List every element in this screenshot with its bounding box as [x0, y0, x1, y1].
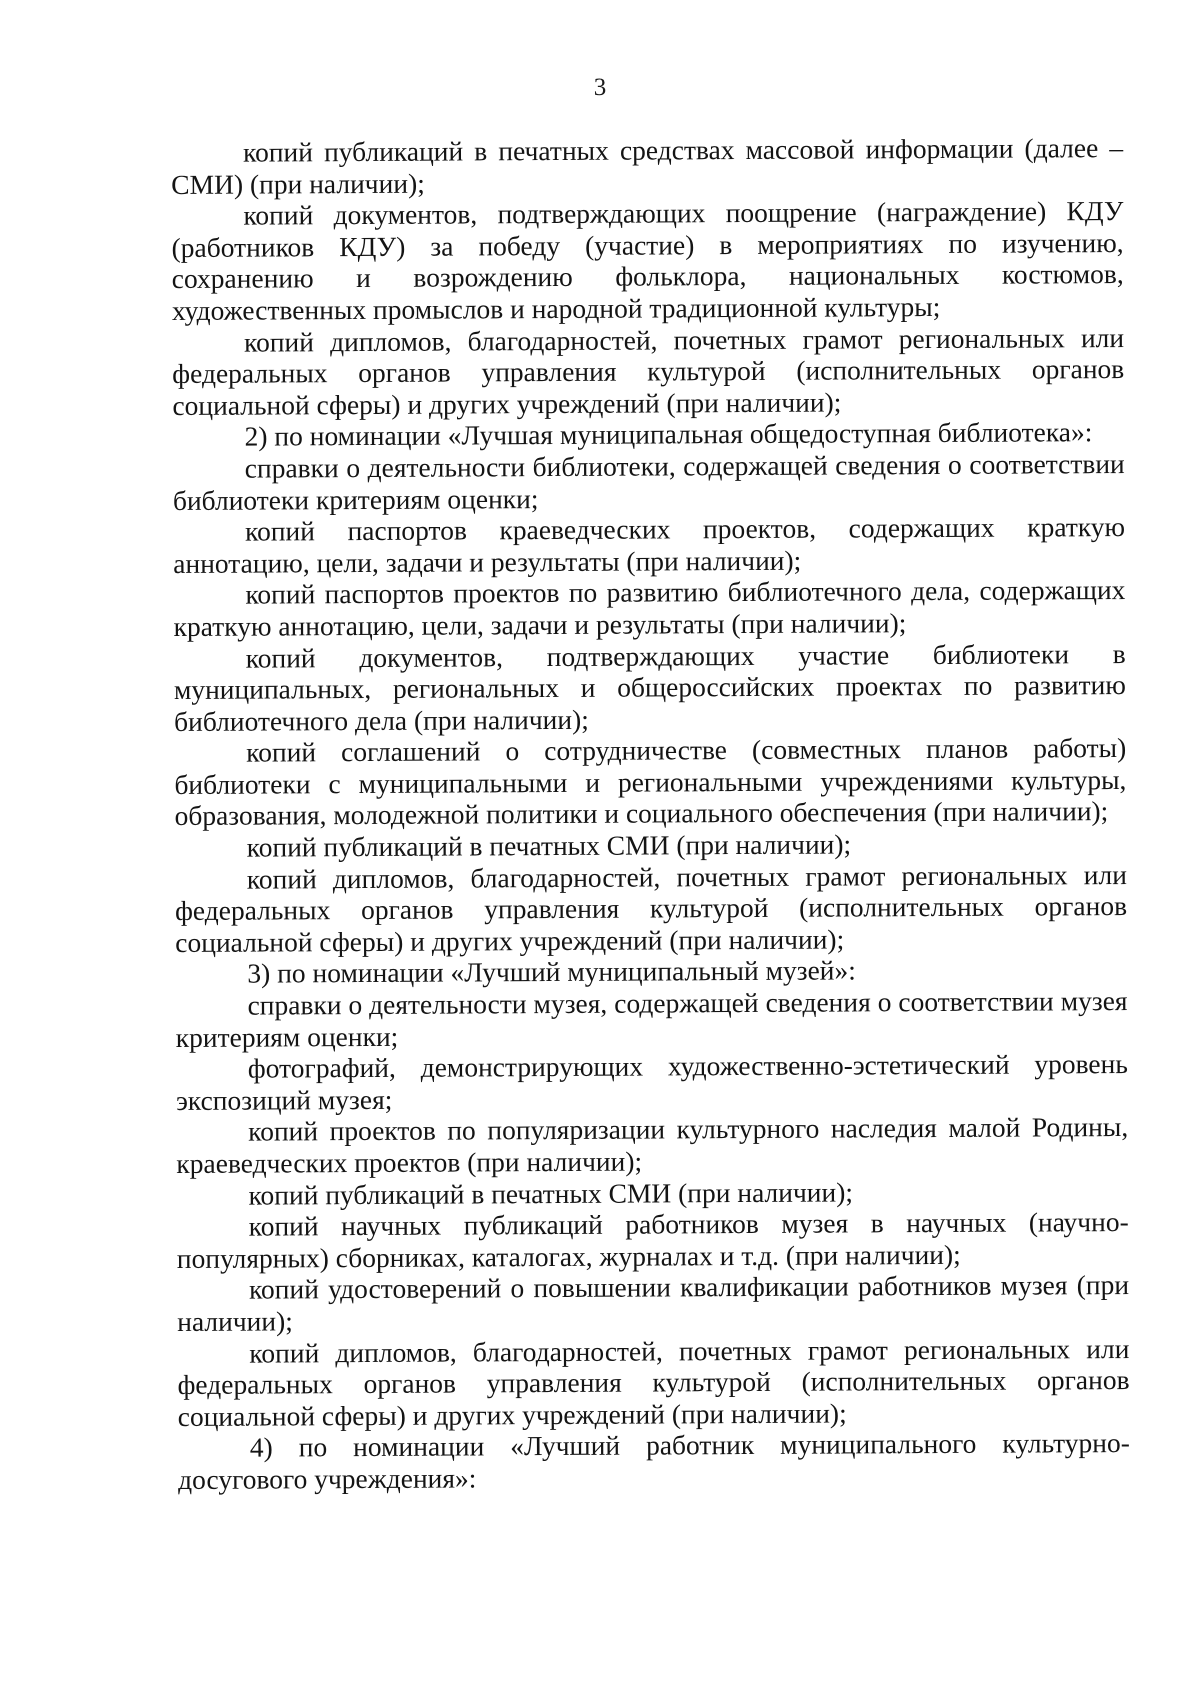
paragraph: копий публикаций в печатных СМИ (при наличии);: [248, 1176, 854, 1211]
page-number: 3: [593, 74, 607, 101]
paragraph: копий документов, подтверждающих участие библиотеки в муниципальных, региональных и общероссийских проектах по развитию библиотечного дела (при наличии);: [173, 637, 1126, 737]
paragraph: справки о деятельности библиотеки, содержащей сведения о соответствии библиотеки критериям оценки;: [172, 447, 1125, 516]
paragraph: копий публикаций в печатных СМИ (при наличии);: [246, 828, 852, 863]
paragraph: копий дипломов, благодарностей, почетных грамот региональных или федеральных органов управления культурой (исполнительных органов социальной сферы) и других учреждений (при наличии);: [172, 321, 1125, 421]
document-body: [171, 132, 1130, 1495]
paragraph: копий проектов по популяризации культурного наследия малой Родины, краеведческих проектов (при наличии);: [176, 1111, 1129, 1179]
section-heading: 4) по номинации «Лучший работник муниципального культурно-досугового учреждения»:: [177, 1427, 1130, 1495]
paragraph: копий соглашений о сотрудничестве (совместных планов работы) библиотеки с муниципальными и региональными учреждениями культуры, образования, молодежной политики и социального обеспечения (при наличии);: [174, 732, 1127, 832]
paragraph: копий публикаций в печатных средствах массовой информации (далее – СМИ) (при наличии);: [171, 132, 1124, 200]
paragraph: копий паспортов проектов по развитию библиотечного дела, содержащих краткую аннотацию, цели, задачи и результаты (при наличии);: [173, 574, 1126, 642]
paragraph: копий удостоверений о повышении квалификации работников музея (при наличии);: [177, 1269, 1130, 1337]
paragraph: копий дипломов, благодарностей, почетных грамот региональных или федеральных органов управления культурой (исполнительных органов социальной сферы) и других учреждений (при наличии);: [177, 1332, 1130, 1432]
section-heading: 3) по номинации «Лучший муниципальный музей»:: [247, 954, 856, 990]
paragraph: копий научных публикаций работников музея в научных (научно-популярных) сборниках, каталогах, журналах и т.д. (при наличии);: [176, 1206, 1129, 1274]
paragraph: копий дипломов, благодарностей, почетных грамот региональных или федеральных органов управления культурой (исполнительных органов социальной сферы) и других учреждений (при наличии);: [174, 858, 1128, 958]
section-heading: 2) по номинации «Лучшая муниципальная общедоступная библиотека»:: [244, 416, 1093, 452]
paragraph: справки о деятельности музея, содержащей сведения о соответствии музея критериям оценки;: [175, 985, 1128, 1053]
paragraph: копий документов, подтверждающих поощрение (награждение) КДУ (работников КДУ) за победу (участие) в мероприятиях по изучению, сохранению и возрождению фольклора, национальных костюмов, художественных промыслов и народной традиционной культуры;: [171, 195, 1124, 326]
paragraph: копий паспортов краеведческих проектов, содержащих краткую аннотацию, цели, задачи и результаты (при наличии);: [173, 511, 1126, 579]
paragraph: фотографий, демонстрирующих художественно-эстетический уровень экспозиций музея;: [175, 1048, 1128, 1116]
